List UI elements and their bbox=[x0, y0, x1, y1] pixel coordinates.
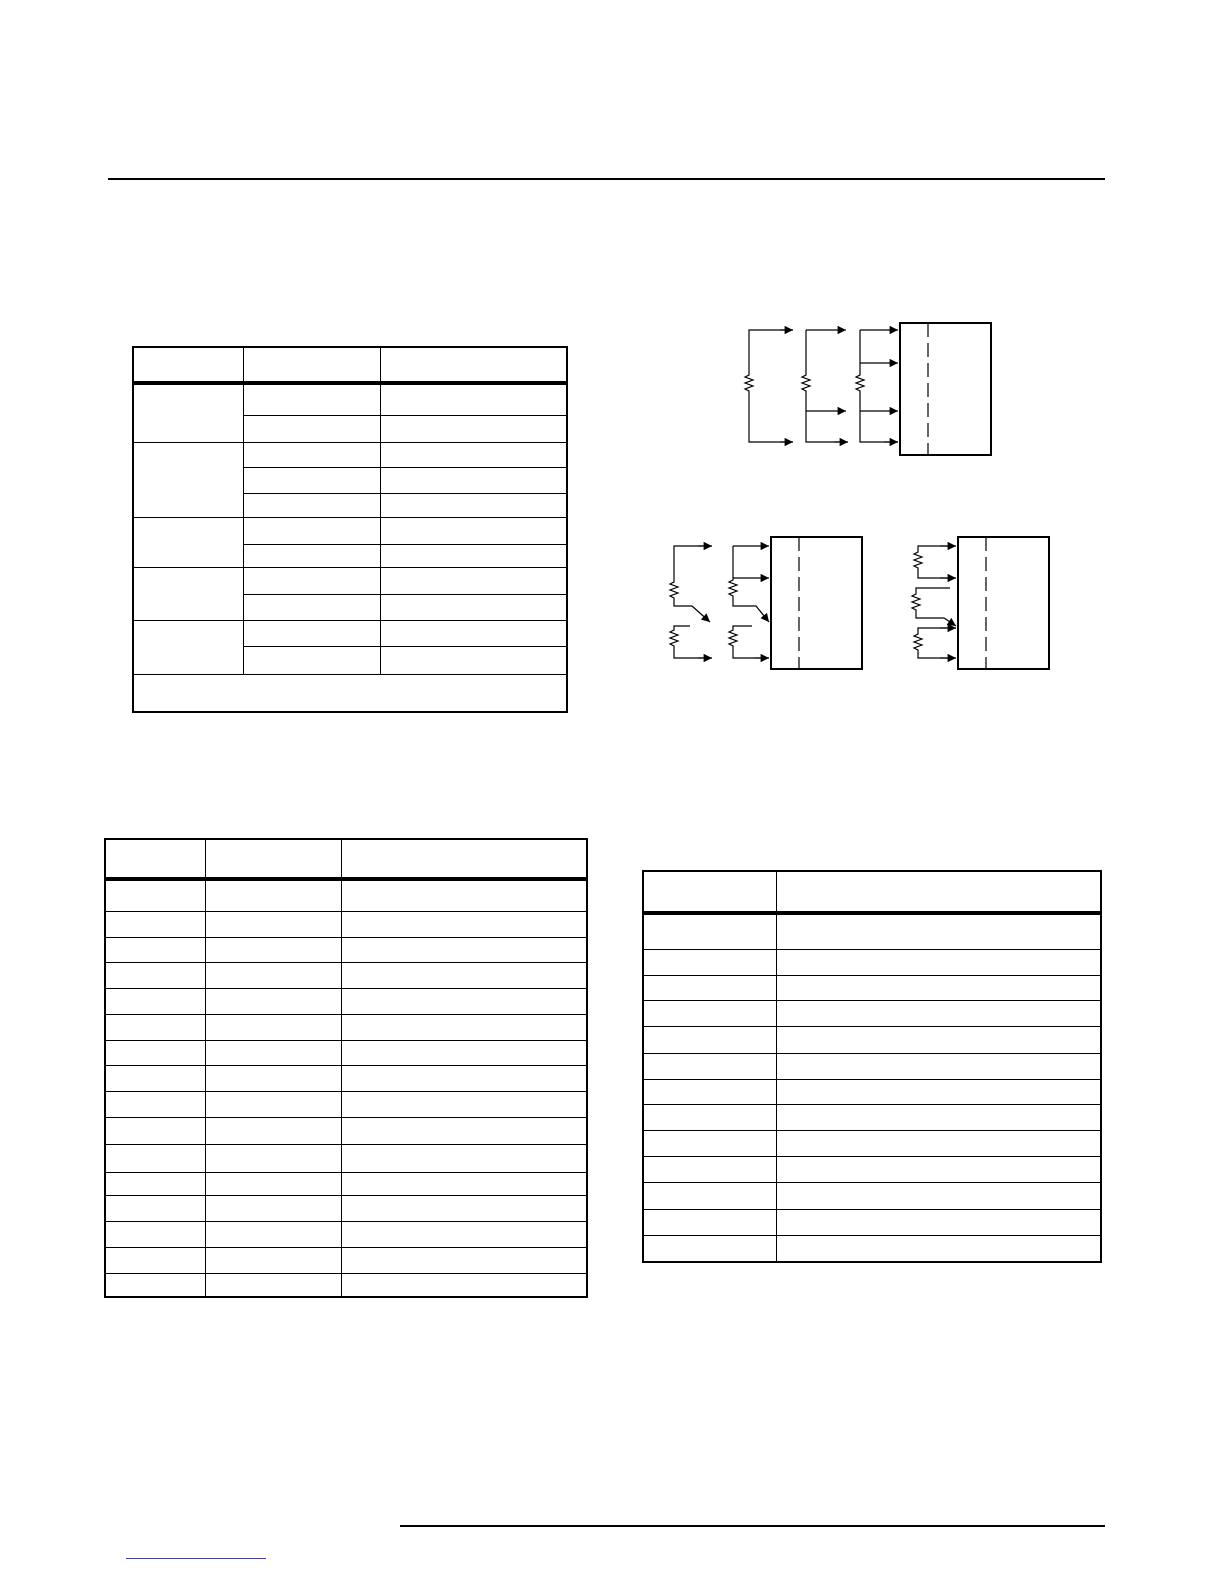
resistor-icon bbox=[856, 330, 898, 442]
resistor-icon bbox=[670, 546, 712, 622]
resistor-icon bbox=[670, 626, 712, 658]
diagram-bottom-left bbox=[670, 537, 862, 669]
diagram-top bbox=[745, 323, 991, 455]
ic-block bbox=[958, 537, 1049, 669]
resistor-icon bbox=[745, 330, 793, 442]
resistor-icon bbox=[729, 626, 769, 658]
resistor-icon bbox=[729, 546, 769, 622]
diagram-bottom-right bbox=[912, 537, 1049, 669]
resistor-icon bbox=[802, 330, 848, 442]
resistor-icon bbox=[914, 546, 956, 578]
resistor-icon bbox=[912, 588, 956, 626]
resistor-icon bbox=[914, 628, 956, 658]
ic-block bbox=[900, 323, 991, 455]
ic-block bbox=[771, 537, 862, 669]
